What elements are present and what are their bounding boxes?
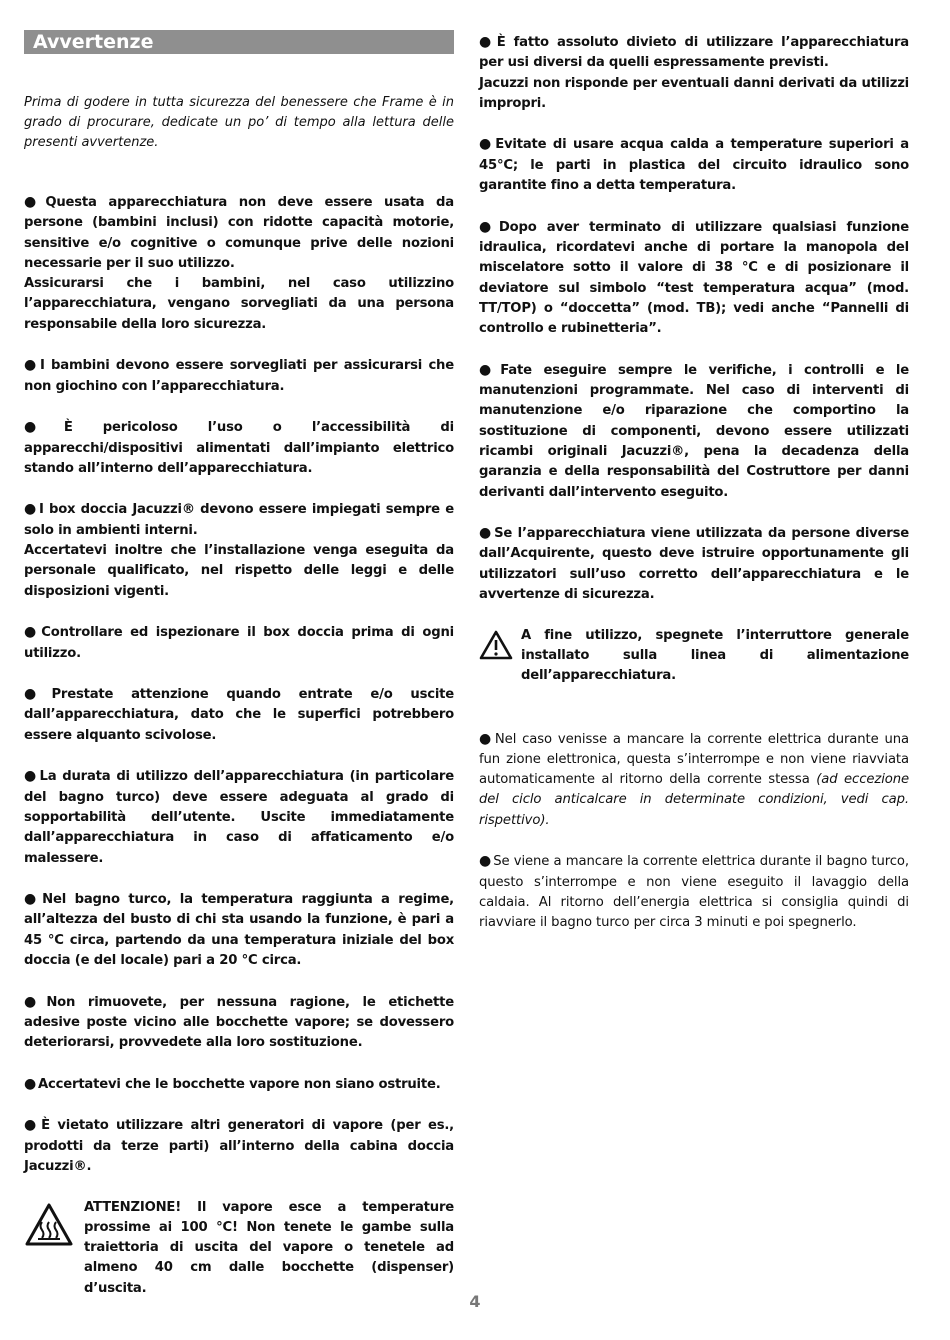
list-item: ● È pericoloso l’uso o l’accessibilità di apparecchi/dispositivi alimentati dall’impianto elettrico stando all’interno dell’apparecchiatura. bbox=[24, 419, 454, 476]
list-item: ● I bambini devono essere sorvegliati per assicurarsi che non giochino con l’apparecchiatura. bbox=[24, 357, 454, 394]
bullet-icon: ● bbox=[24, 1117, 40, 1134]
list-item: ● Dopo aver terminato di utilizzare qualsiasi funzione idraulica, ricordatevi anche di portare la manopola del miscelatore sotto il valore di 38 °C e di posizionare il deviatore sul simbolo “test temperatura acqua” (mod. TT/TOP) o “doccetta” (mod. TB); vedi anche “Pannelli di controllo e rubinetteria”. bbox=[479, 218, 909, 337]
list-item: ● Se viene a mancare la corrente elettrica durante il bagno turco, questo s’interrompe e non viene eseguito il lavaggio della caldaia. Al ritorno dell’energia elettrica si consiglia quindi di riavviare il bagno turco per circa 3 minuti e poi spegnerlo. bbox=[479, 853, 909, 931]
section-title: Avvertenze bbox=[24, 30, 454, 54]
list-item: ● Nel caso venisse a mancare la corrente elettrica durante una fun zione elettronica, questa s’interrompe e non viene riavviata automaticamente al ritorno della corrente stessa (ad eccezione del ciclo anticalcare in determinate condizioni, vedi cap. rispettivo). bbox=[479, 730, 909, 828]
power-off-warning bbox=[479, 626, 909, 687]
bullet-icon: ● bbox=[24, 768, 38, 785]
page-number: 4 bbox=[469, 1292, 481, 1311]
hot-steam-warning bbox=[24, 1198, 454, 1299]
bullet-icon: ● bbox=[479, 853, 492, 870]
bullet-icon: ● bbox=[479, 34, 495, 50]
list-item: ● La durata di utilizzo dell’apparecchiatura (in particolare del bagno turco) deve essere adeguata al grado di sopportabilità dell’utente. Uscite immediatamente dall’apparecchiatura in caso di affaticamento e/o malessere. bbox=[24, 768, 454, 866]
list-item: ● Accertatevi che le bocchette vapore non siano ostruite. bbox=[24, 1075, 441, 1092]
bullet-icon: ● bbox=[24, 624, 40, 641]
bullet-icon: ● bbox=[479, 136, 494, 153]
bullet-icon: ● bbox=[479, 218, 497, 235]
right-column bbox=[479, 30, 909, 954]
bullet-icon: ● bbox=[24, 1075, 37, 1092]
power-off-warning-text: A fine utilizzo, spegnete l’interruttore generale installato sulla linea di alimentazione dell’apparecchiatura. bbox=[521, 627, 909, 684]
list-item: ● Non rimuovete, per nessuna ragione, le etichette adesive poste vicino alle bocchette vapore; se dovessero deteriorarsi, provvedete alla loro sostituzione. bbox=[24, 993, 454, 1051]
list-item: ● Fate eseguire sempre le verifiche, i controlli e le manutenzioni programmate. Nel caso di interventi di manutenzione e/o riparazione che comportino la sostituzione di componenti, devono essere utilizzati ricambi originali Jacuzzi®, pena la decadenza della garanzia e della responsabilità del Costruttore per danni derivanti dall’intervento eseguito. bbox=[479, 361, 909, 500]
bullet-icon: ● bbox=[479, 525, 493, 542]
bullet-icon: ● bbox=[24, 891, 41, 908]
bullet-icon: ● bbox=[479, 361, 499, 378]
hot-steam-warning-text: ATTENZIONE! Il vapore esce a temperature prossime ai 100 °C! Non tenete le gambe sulla traiettoria di uscita del vapore o tenetele ad almeno 40 cm dalle bocchette (dispenser) d’uscita. bbox=[84, 1199, 454, 1296]
list-item: ● Se l’apparecchiatura viene utilizzata da persone diverse dall’Acquirente, questo deve istruire opportunamente gli utilizzatori sull’uso corretto dell’apparecchiatura e le avvertenze di sicurezza. bbox=[479, 525, 909, 603]
list-item: ● Evitate di usare acqua calda a temperature superiori a 45°C; le parti in plastica del circuito idraulico sono garantite fino a detta temperatura. bbox=[479, 136, 909, 194]
bullet-icon: ● bbox=[24, 419, 62, 436]
list-item: ● È vietato utilizzare altri generatori di vapore (per es., prodotti da terze parti) all’interno della cabina doccia Jacuzzi®. bbox=[24, 1117, 454, 1174]
bullet-icon: ● bbox=[24, 357, 38, 374]
list-item: ● È fatto assoluto divieto di utilizzare l’apparecchiatura per usi diversi da quelli espressamente previsti. Jacuzzi non risponde per eventuali danni derivati da utilizzi impropri. bbox=[479, 34, 909, 111]
bullet-icon: ● bbox=[24, 993, 45, 1010]
left-column bbox=[24, 30, 454, 1319]
intro-text: Prima di godere in tutta sicurezza del benessere che Frame è in grado di procurare, dedicate un po’ di tempo alla lettura delle presenti avvertenze. bbox=[24, 95, 454, 150]
bullet-icon: ● bbox=[479, 730, 493, 747]
list-item: ● Prestate attenzione quando entrate e/o uscite dall’apparecchiatura, dato che le superfici potrebbero essere alquanto scivolose. bbox=[24, 686, 454, 743]
hot-surface-warning-icon bbox=[24, 1202, 74, 1248]
list-item: ● Questa apparecchiatura non deve essere usata da persone (bambini inclusi) con ridotte capacità motorie, sensitive e/o cognitive o comunque prive delle nozioni necessarie per il suo utilizzo. Assicurarsi che i bambini, nel caso utilizzino l’apparecchiatura, vengano sorvegliati da una persona responsabile della loro sicurezza. bbox=[24, 194, 454, 332]
bullet-icon: ● bbox=[24, 194, 44, 210]
bullet-icon: ● bbox=[24, 501, 37, 518]
list-item: ● Nel bagno turco, la temperatura raggiunta a regime, all’altezza del busto di chi sta usando la funzione, è pari a 45 °C circa, partendo da una temperatura iniziale del box doccia (e del locale) pari a 20 °C circa. bbox=[24, 891, 454, 968]
bullet-icon: ● bbox=[24, 686, 50, 703]
list-item: ● Controllare ed ispezionare il box doccia prima di ogni utilizzo. bbox=[24, 624, 454, 661]
list-item: ● I box doccia Jacuzzi® devono essere impiegati sempre e solo in ambienti interni. Accertatevi inoltre che l’installazione venga eseguita da personale qualificato, nel rispetto delle leggi e delle disposizioni vigenti. bbox=[24, 501, 454, 599]
warning-triangle-icon bbox=[479, 630, 513, 660]
